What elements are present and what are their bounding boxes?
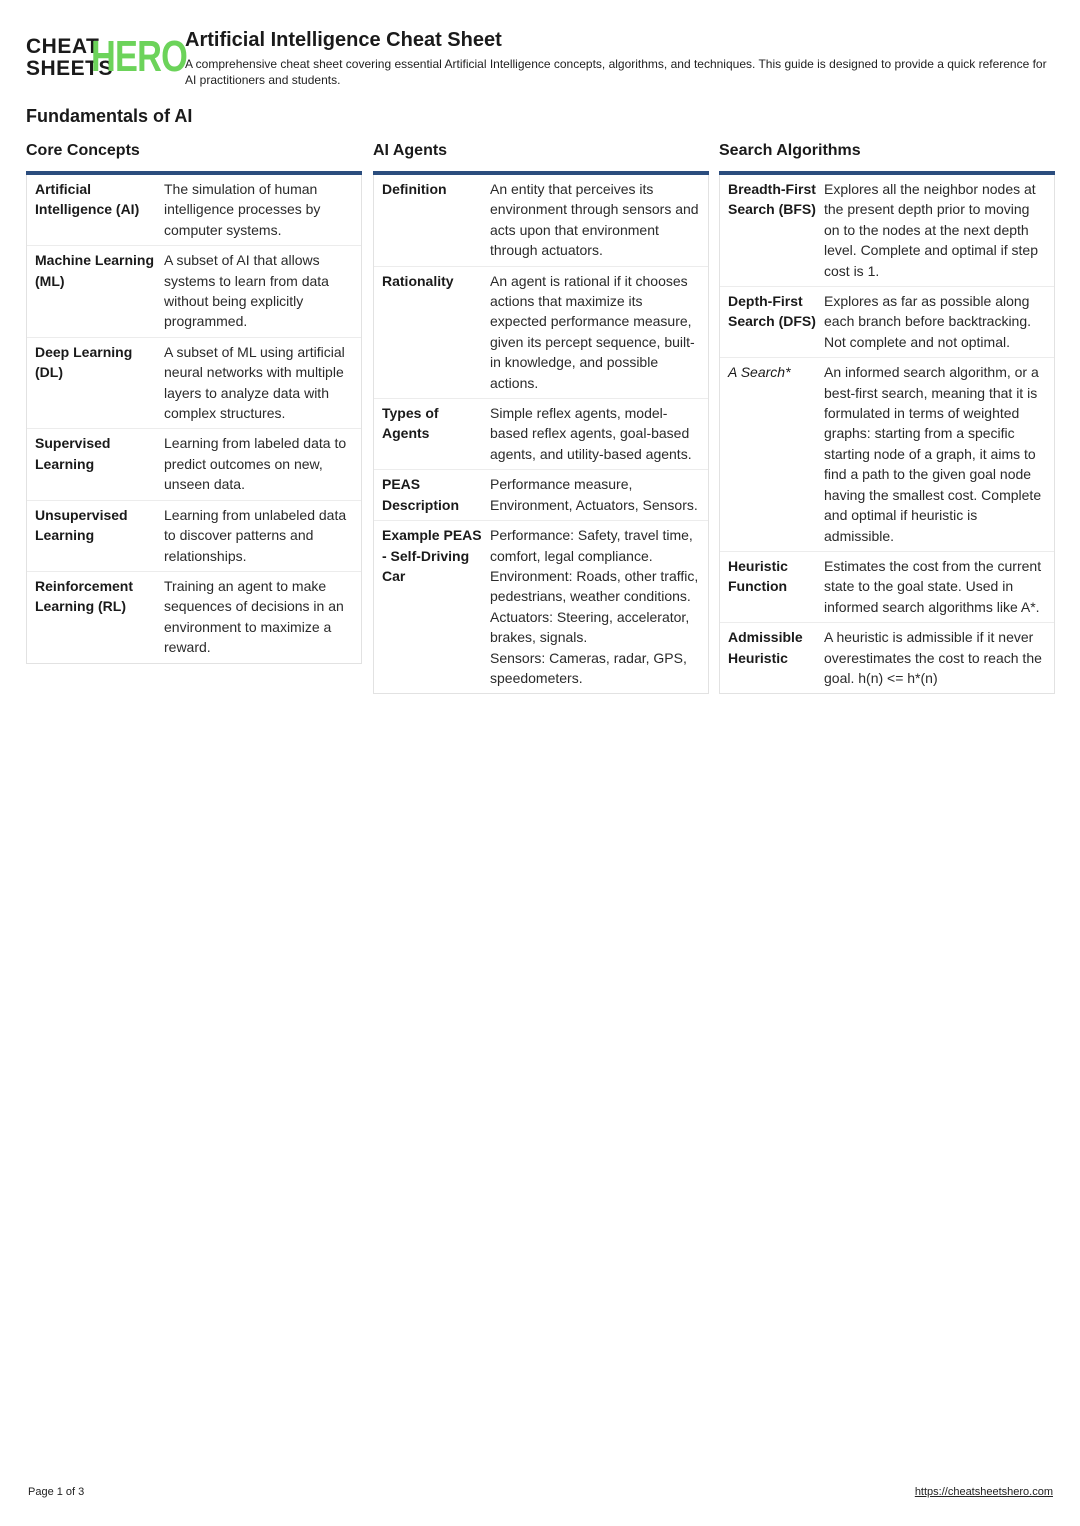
table-row	[374, 399, 708, 470]
title-block	[185, 28, 1060, 88]
page-description: A comprehensive cheat sheet covering essential Artificial Intelligence concepts, algorithms, and techniques. This guide is designed to provide a quick reference for AI practitioners and students.	[185, 57, 1047, 87]
table-row	[720, 552, 1054, 623]
ai-agents-card	[373, 141, 709, 694]
row-term: PEAS Description	[382, 476, 460, 513]
row-definition: Simple reflex agents, model-based reflex agents, goal-based agents, and utility-based agents.	[490, 405, 692, 462]
row-definition: Learning from labeled data to predict outcomes on new, unseen data.	[164, 435, 347, 493]
logo-text-cheat: CHEAT	[26, 35, 100, 58]
table-row	[27, 175, 361, 246]
table-row	[27, 429, 361, 500]
row-definition: Explores all the neighbor nodes at the present depth prior to moving on to the nodes at the next depth level. Complete and optimal if step cost is 1.	[824, 181, 1038, 279]
ai-agents-table	[373, 175, 709, 694]
row-term: Deep Learning (DL)	[35, 343, 133, 381]
card-title: AI Agents	[373, 142, 448, 159]
row-term: A Search*	[728, 364, 791, 381]
row-term: Depth-First Search (DFS)	[728, 293, 816, 330]
table-row	[374, 267, 708, 399]
row-term: Supervised Learning	[35, 435, 111, 472]
row-definition: A subset of AI that allows systems to learn from data without being explicitly programmed.	[164, 252, 329, 330]
cheatsheetshero-logo[interactable]	[26, 32, 188, 82]
table-row	[720, 287, 1054, 358]
row-term: Rationality	[382, 272, 454, 289]
table-row	[374, 470, 708, 521]
core-concepts-table	[26, 175, 362, 664]
row-definition: A subset of ML using artificial neural networks with multiple layers to analyze data with complex structures.	[164, 343, 345, 422]
row-definition: An agent is rational if it chooses actions that maximize its expected performance measure, given its percept sequence, built-in knowledge, and possible actions.	[490, 272, 695, 391]
row-definition: Explores as far as possible along each branch before backtracking. Not complete and not optimal.	[824, 293, 1032, 350]
row-definition: A heuristic is admissible if it never overestimates the cost to reach the goal. h(n) <= h*(n)	[824, 629, 1042, 686]
search-algorithms-card	[719, 141, 1055, 694]
search-algorithms-table	[719, 175, 1055, 694]
row-term: Heuristic Function	[728, 557, 788, 595]
row-definition: Performance: Safety, travel time, comfort, legal compliance. Environment: Roads, other traffic, pedestrians, weather conditions. Actuators: Steering, accelerator, brakes, signals. Sensors: Cameras, radar, GPS, speedometers.	[490, 527, 699, 686]
row-definition: An entity that perceives its environment through sensors and acts upon that environment through actuators.	[490, 181, 699, 259]
row-definition: The simulation of human intelligence processes by computer systems.	[164, 181, 321, 238]
table-row	[27, 572, 361, 663]
row-definition: Estimates the cost from the current state to the goal state. Used in informed search algorithms like A*.	[824, 557, 1042, 615]
table-row	[27, 501, 361, 572]
card-title: Search Algorithms	[719, 142, 861, 159]
page-header	[26, 28, 1056, 88]
section-title: Fundamentals of AI	[26, 106, 193, 126]
page-title: Artificial Intelligence Cheat Sheet	[185, 29, 502, 51]
logo-text-sheets: SHEETS	[26, 57, 114, 80]
table-row	[374, 175, 708, 267]
table-row	[27, 338, 361, 430]
row-term: Definition	[382, 181, 447, 197]
row-term: Breadth-First Search (BFS)	[728, 181, 816, 218]
card-title: Core Concepts	[26, 142, 140, 159]
row-term: Types of Agents	[382, 405, 439, 442]
logo-text-hero: HERO	[91, 32, 188, 81]
table-row	[720, 623, 1054, 693]
row-term: Admissible Heuristic	[728, 629, 803, 666]
row-term: Example PEAS - Self-Driving Car	[382, 527, 482, 584]
table-row	[374, 521, 708, 693]
table-row	[720, 175, 1054, 287]
table-row	[27, 246, 361, 338]
core-concepts-card	[26, 141, 362, 664]
table-row	[720, 358, 1054, 552]
site-link[interactable]: https://cheatsheetshero.com	[914, 1486, 1053, 1498]
row-term: Reinforcement Learning (RL)	[35, 577, 134, 615]
row-term: Machine Learning (ML)	[35, 252, 155, 289]
row-definition: Learning from unlabeled data to discover patterns and relationships.	[164, 506, 347, 564]
row-definition: Performance measure, Environment, Actuators, Sensors.	[490, 476, 698, 513]
row-definition: Training an agent to make sequences of decisions in an environment to maximize a reward.	[164, 577, 344, 656]
row-term: Artificial Intelligence (AI)	[35, 181, 140, 218]
row-definition: An informed search algorithm, or a best-first search, meaning that it is formulated in terms of weighted graphs: starting from a specific starting node of a graph, it aims to find a path to the given goal node having the smallest cost. Complete and optimal if heuristic is admissible.	[824, 364, 1042, 544]
page-number: Page 1 of 3	[28, 1486, 85, 1498]
row-term: Unsupervised Learning	[35, 506, 128, 544]
